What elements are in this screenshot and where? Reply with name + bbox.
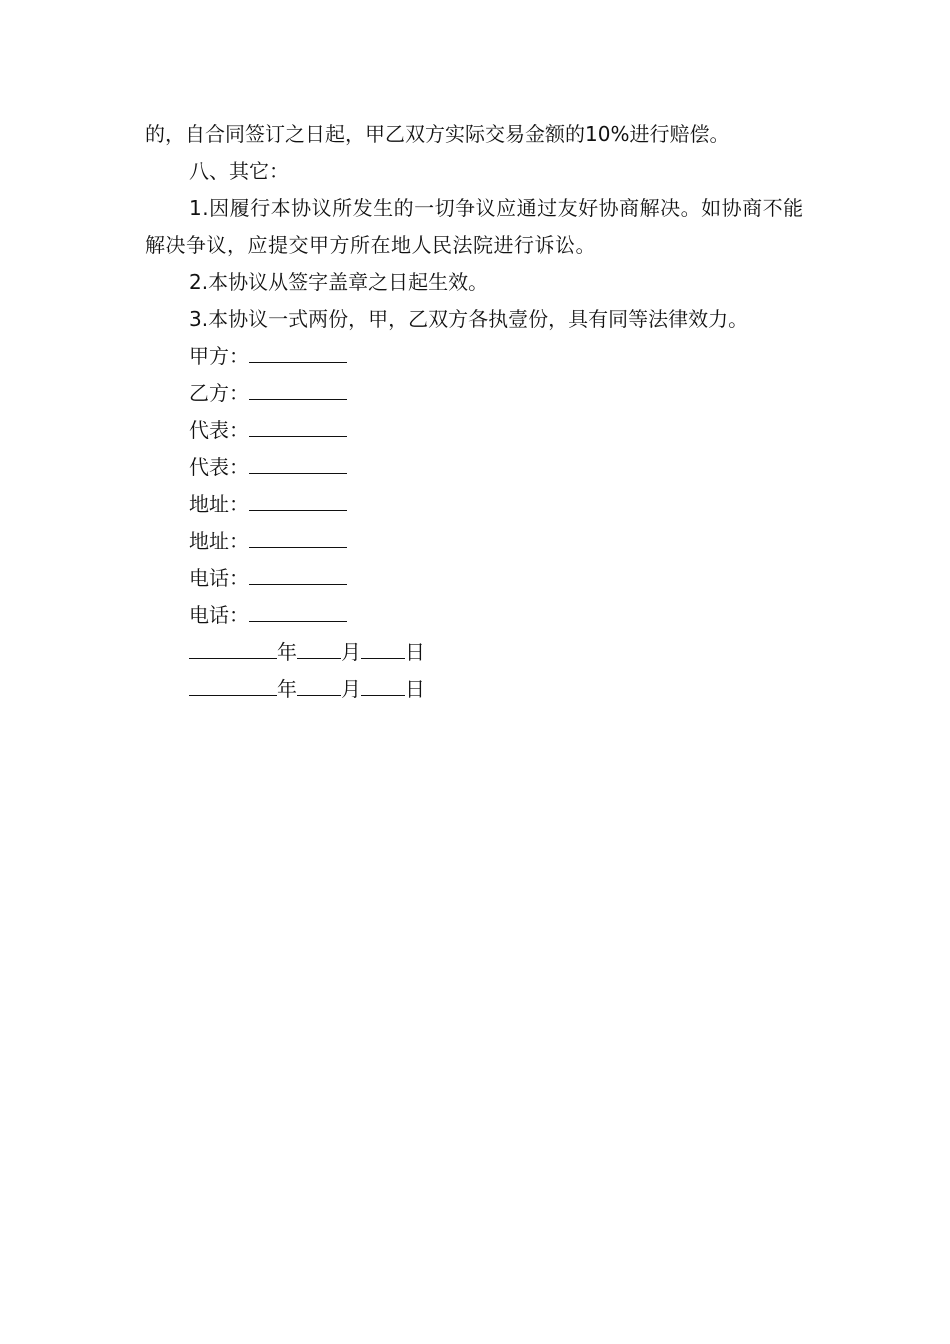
day-label: 日 — [405, 677, 425, 701]
signature-blank[interactable] — [249, 488, 347, 511]
document-body — [145, 116, 810, 708]
signature-rep-a — [145, 412, 810, 449]
signature-party-a — [145, 338, 810, 375]
month-label: 月 — [341, 677, 361, 701]
year-blank[interactable] — [189, 673, 277, 696]
signature-phone-a — [145, 560, 810, 597]
signature-party-b — [145, 375, 810, 412]
signature-label: 地址： — [189, 529, 249, 553]
signature-blank[interactable] — [249, 451, 347, 474]
clause-8-2: 2.本协议从签字盖章之日起生效。 — [189, 270, 489, 294]
signature-label: 代表： — [189, 455, 249, 479]
date-line-a — [145, 634, 810, 671]
signature-blank[interactable] — [249, 377, 347, 400]
signature-rep-b — [145, 449, 810, 486]
year-blank[interactable] — [189, 636, 277, 659]
month-blank[interactable] — [297, 673, 341, 696]
signature-blank[interactable] — [249, 562, 347, 585]
signature-label: 代表： — [189, 418, 249, 442]
month-blank[interactable] — [297, 636, 341, 659]
clause-8-3: 3.本协议一式两份，甲，乙双方各执壹份，具有同等法律效力。 — [189, 307, 749, 331]
signature-label: 电话： — [189, 603, 249, 627]
day-label: 日 — [405, 640, 425, 664]
clause-8-1: 1.因履行本协议所发生的一切争议应通过友好协商解决。如协商不能解决争议，应提交甲方所在地人民法院进行诉讼。 — [145, 196, 804, 257]
signature-blank[interactable] — [249, 599, 347, 622]
month-label: 月 — [341, 640, 361, 664]
year-label: 年 — [277, 640, 297, 664]
day-blank[interactable] — [361, 636, 405, 659]
signature-label: 乙方： — [189, 381, 249, 405]
signature-phone-b — [145, 597, 810, 634]
signature-label: 甲方： — [189, 344, 249, 368]
signature-blank[interactable] — [249, 414, 347, 437]
signature-address-a — [145, 486, 810, 523]
signature-address-b — [145, 523, 810, 560]
signature-blank[interactable] — [249, 525, 347, 548]
day-blank[interactable] — [361, 673, 405, 696]
compensation-clause-tail: 的，自合同签订之日起，甲乙双方实际交易金额的10%进行赔偿。 — [145, 122, 730, 146]
signature-label: 电话： — [189, 566, 249, 590]
year-label: 年 — [277, 677, 297, 701]
signature-blank[interactable] — [249, 340, 347, 363]
date-line-b — [145, 671, 810, 708]
section-8-heading: 八、其它： — [189, 159, 289, 183]
signature-label: 地址： — [189, 492, 249, 516]
